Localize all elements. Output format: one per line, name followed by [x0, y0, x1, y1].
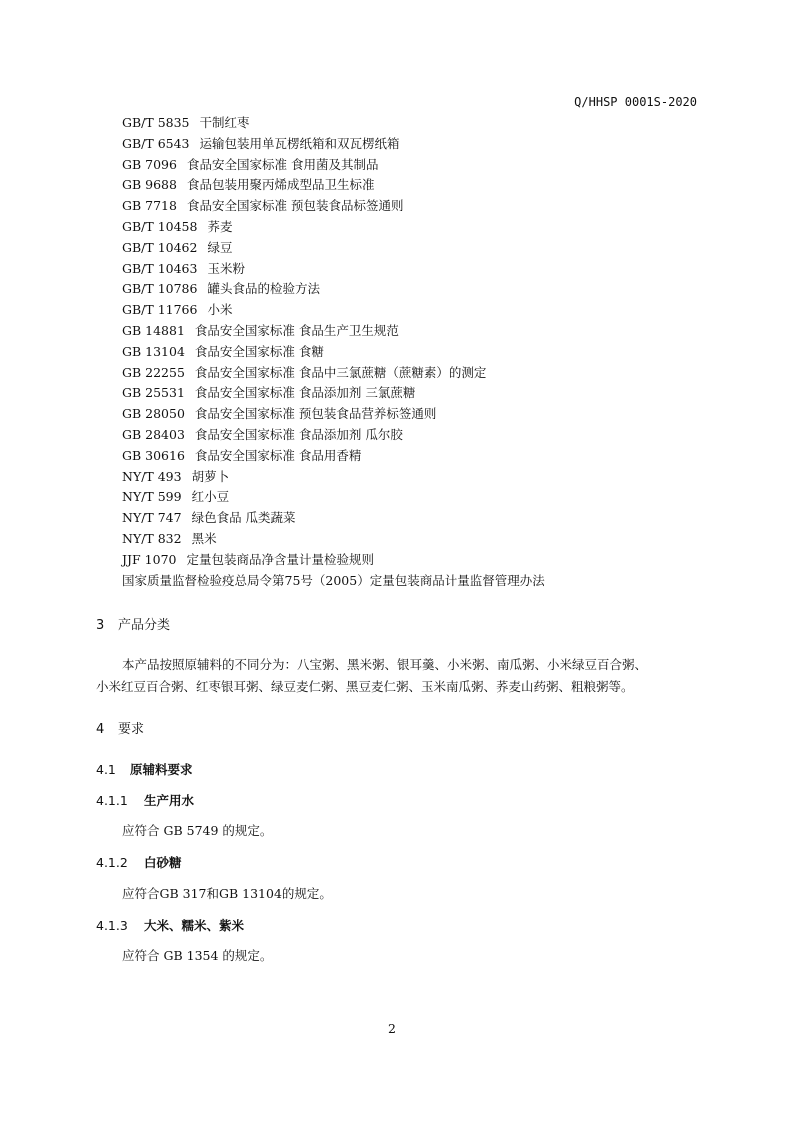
- reference-title: 运输包装用单瓦楞纸箱和双瓦楞纸箱: [199, 135, 400, 151]
- section-4-1-2-heading: [96, 853, 182, 871]
- reference-item: [122, 363, 486, 381]
- reference-title: 食品安全国家标准 食品中三氯蔗糖（蔗糖素）的测定: [194, 364, 487, 380]
- reference-title: 小米: [207, 302, 233, 318]
- section-4-1-2-text: 应符合GB 317和GB 13104的规定。: [122, 886, 332, 901]
- reference-title: 玉米粉: [207, 260, 245, 276]
- reference-item: [122, 279, 320, 297]
- reference-code: GB 9688: [122, 177, 177, 193]
- reference-title: 食品安全国家标准 食品生产卫生规范: [194, 323, 399, 338]
- section-title: 原辅料要求: [130, 762, 193, 777]
- reference-code: GB 28050: [122, 406, 185, 422]
- reference-item: [122, 196, 403, 214]
- reference-item: 国家质量监督检验疫总局令第75号（2005）定量包装商品计量监督管理办法: [122, 573, 545, 588]
- section-title: 白砂糖: [144, 855, 182, 870]
- reference-code: GB/T 10458: [122, 219, 198, 234]
- reference-code: GB 28403: [122, 427, 185, 442]
- reference-code: GB/T 11766: [122, 302, 198, 318]
- reference-code: NY/T 599: [122, 489, 182, 505]
- reference-item: [122, 321, 399, 339]
- reference-code: GB 14881: [122, 323, 185, 338]
- reference-title: 荞麦: [207, 219, 233, 234]
- section-3-paragraph-line-1: 本产品按照原辅料的不同分为：八宝粥、黑米粥、银耳羹、小米粥、南瓜粥、小米绿豆百合粥、: [122, 657, 648, 672]
- reference-title: 红小豆: [191, 489, 230, 505]
- reference-item: [122, 446, 361, 464]
- reference-item: [122, 529, 217, 547]
- reference-item: [122, 508, 296, 526]
- reference-title: 食品安全国家标准 食品用香精: [194, 447, 362, 463]
- reference-item: [122, 238, 232, 256]
- reference-title: 绿色食品 瓜类蔬菜: [191, 510, 296, 526]
- section-title: 要求: [118, 722, 145, 737]
- reference-title: 绿豆: [207, 239, 233, 255]
- reference-title: 食品安全国家标准 食品添加剂 三氯蔗糖: [194, 385, 416, 401]
- section-3-heading: [96, 614, 170, 633]
- document-code: Q/HHSP 0001S-2020: [574, 95, 697, 109]
- section-3-paragraph-line-2: 小米红豆百合粥、红枣银耳粥、绿豆麦仁粥、黑豆麦仁粥、玉米南瓜粥、荞麦山药粥、粗粮粥等。: [96, 679, 634, 694]
- section-title: 生产用水: [144, 793, 195, 808]
- section-4-1-1-text: 应符合 GB 5749 的规定。: [122, 823, 273, 838]
- reference-code: GB 30616: [122, 447, 185, 463]
- reference-item: [122, 383, 415, 401]
- reference-item: [122, 175, 374, 193]
- section-number: 4: [96, 722, 105, 737]
- reference-item: [122, 404, 436, 422]
- page-number: 2: [388, 1021, 396, 1036]
- reference-title: 胡萝卜: [191, 468, 230, 484]
- reference-title: 食品安全国家标准 食品添加剂 瓜尔胶: [194, 427, 403, 442]
- reference-code: GB/T 10786: [122, 281, 198, 297]
- reference-code: GB 22255: [122, 364, 185, 380]
- reference-code: GB 13104: [122, 343, 185, 359]
- section-4-heading: [96, 718, 144, 737]
- reference-title: 食品包装用聚丙烯成型品卫生标准: [186, 177, 375, 193]
- reference-title: 食品安全国家标准 食糖: [194, 343, 324, 359]
- reference-code: GB/T 10462: [122, 239, 198, 255]
- reference-item: [122, 487, 229, 505]
- reference-title: 定量包装商品净含量计量检验规则: [186, 551, 374, 567]
- reference-item: [122, 467, 229, 485]
- reference-code: GB/T 5835: [122, 115, 190, 130]
- reference-title: 干制红枣: [199, 115, 250, 130]
- section-4-1-heading: [96, 760, 193, 778]
- section-title: 产品分类: [118, 618, 171, 633]
- section-number: 4.1.3: [96, 918, 128, 933]
- section-number: 4.1: [96, 762, 116, 777]
- reference-item: [122, 113, 250, 131]
- reference-item: [122, 217, 232, 235]
- reference-title: 罐头食品的检验方法: [207, 281, 320, 297]
- reference-title: 食品安全国家标准 食用菌及其制品: [186, 156, 379, 172]
- reference-title: 食品安全国家标准 预包装食品营养标签通则: [194, 406, 437, 422]
- reference-item: [122, 259, 245, 277]
- reference-code: NY/T 493: [122, 468, 182, 484]
- reference-item: [122, 550, 374, 568]
- reference-code: GB 7718: [122, 198, 177, 214]
- reference-code: GB 7096: [122, 156, 177, 172]
- reference-code: GB/T 6543: [122, 135, 190, 151]
- reference-code: JJF 1070: [122, 551, 177, 567]
- reference-item: [122, 155, 378, 173]
- reference-item: [122, 342, 324, 360]
- section-4-1-3-text: 应符合 GB 1354 的规定。: [122, 948, 273, 963]
- section-4-1-1-heading: [96, 791, 194, 809]
- reference-item: [122, 425, 403, 443]
- reference-title: 食品安全国家标准 预包装食品标签通则: [186, 198, 404, 214]
- reference-item: [122, 300, 232, 318]
- reference-code: NY/T 832: [122, 531, 182, 546]
- reference-code: GB/T 10463: [122, 260, 198, 276]
- reference-code: NY/T 747: [122, 510, 182, 526]
- section-4-1-3-heading: [96, 916, 244, 934]
- section-number: 4.1.1: [96, 793, 128, 808]
- reference-item: [122, 134, 400, 152]
- reference-title: 黑米: [191, 531, 217, 546]
- section-number: 3: [96, 618, 105, 633]
- section-number: 4.1.2: [96, 855, 128, 870]
- reference-code: GB 25531: [122, 385, 185, 401]
- section-title: 大米、糯米、紫米: [144, 918, 245, 933]
